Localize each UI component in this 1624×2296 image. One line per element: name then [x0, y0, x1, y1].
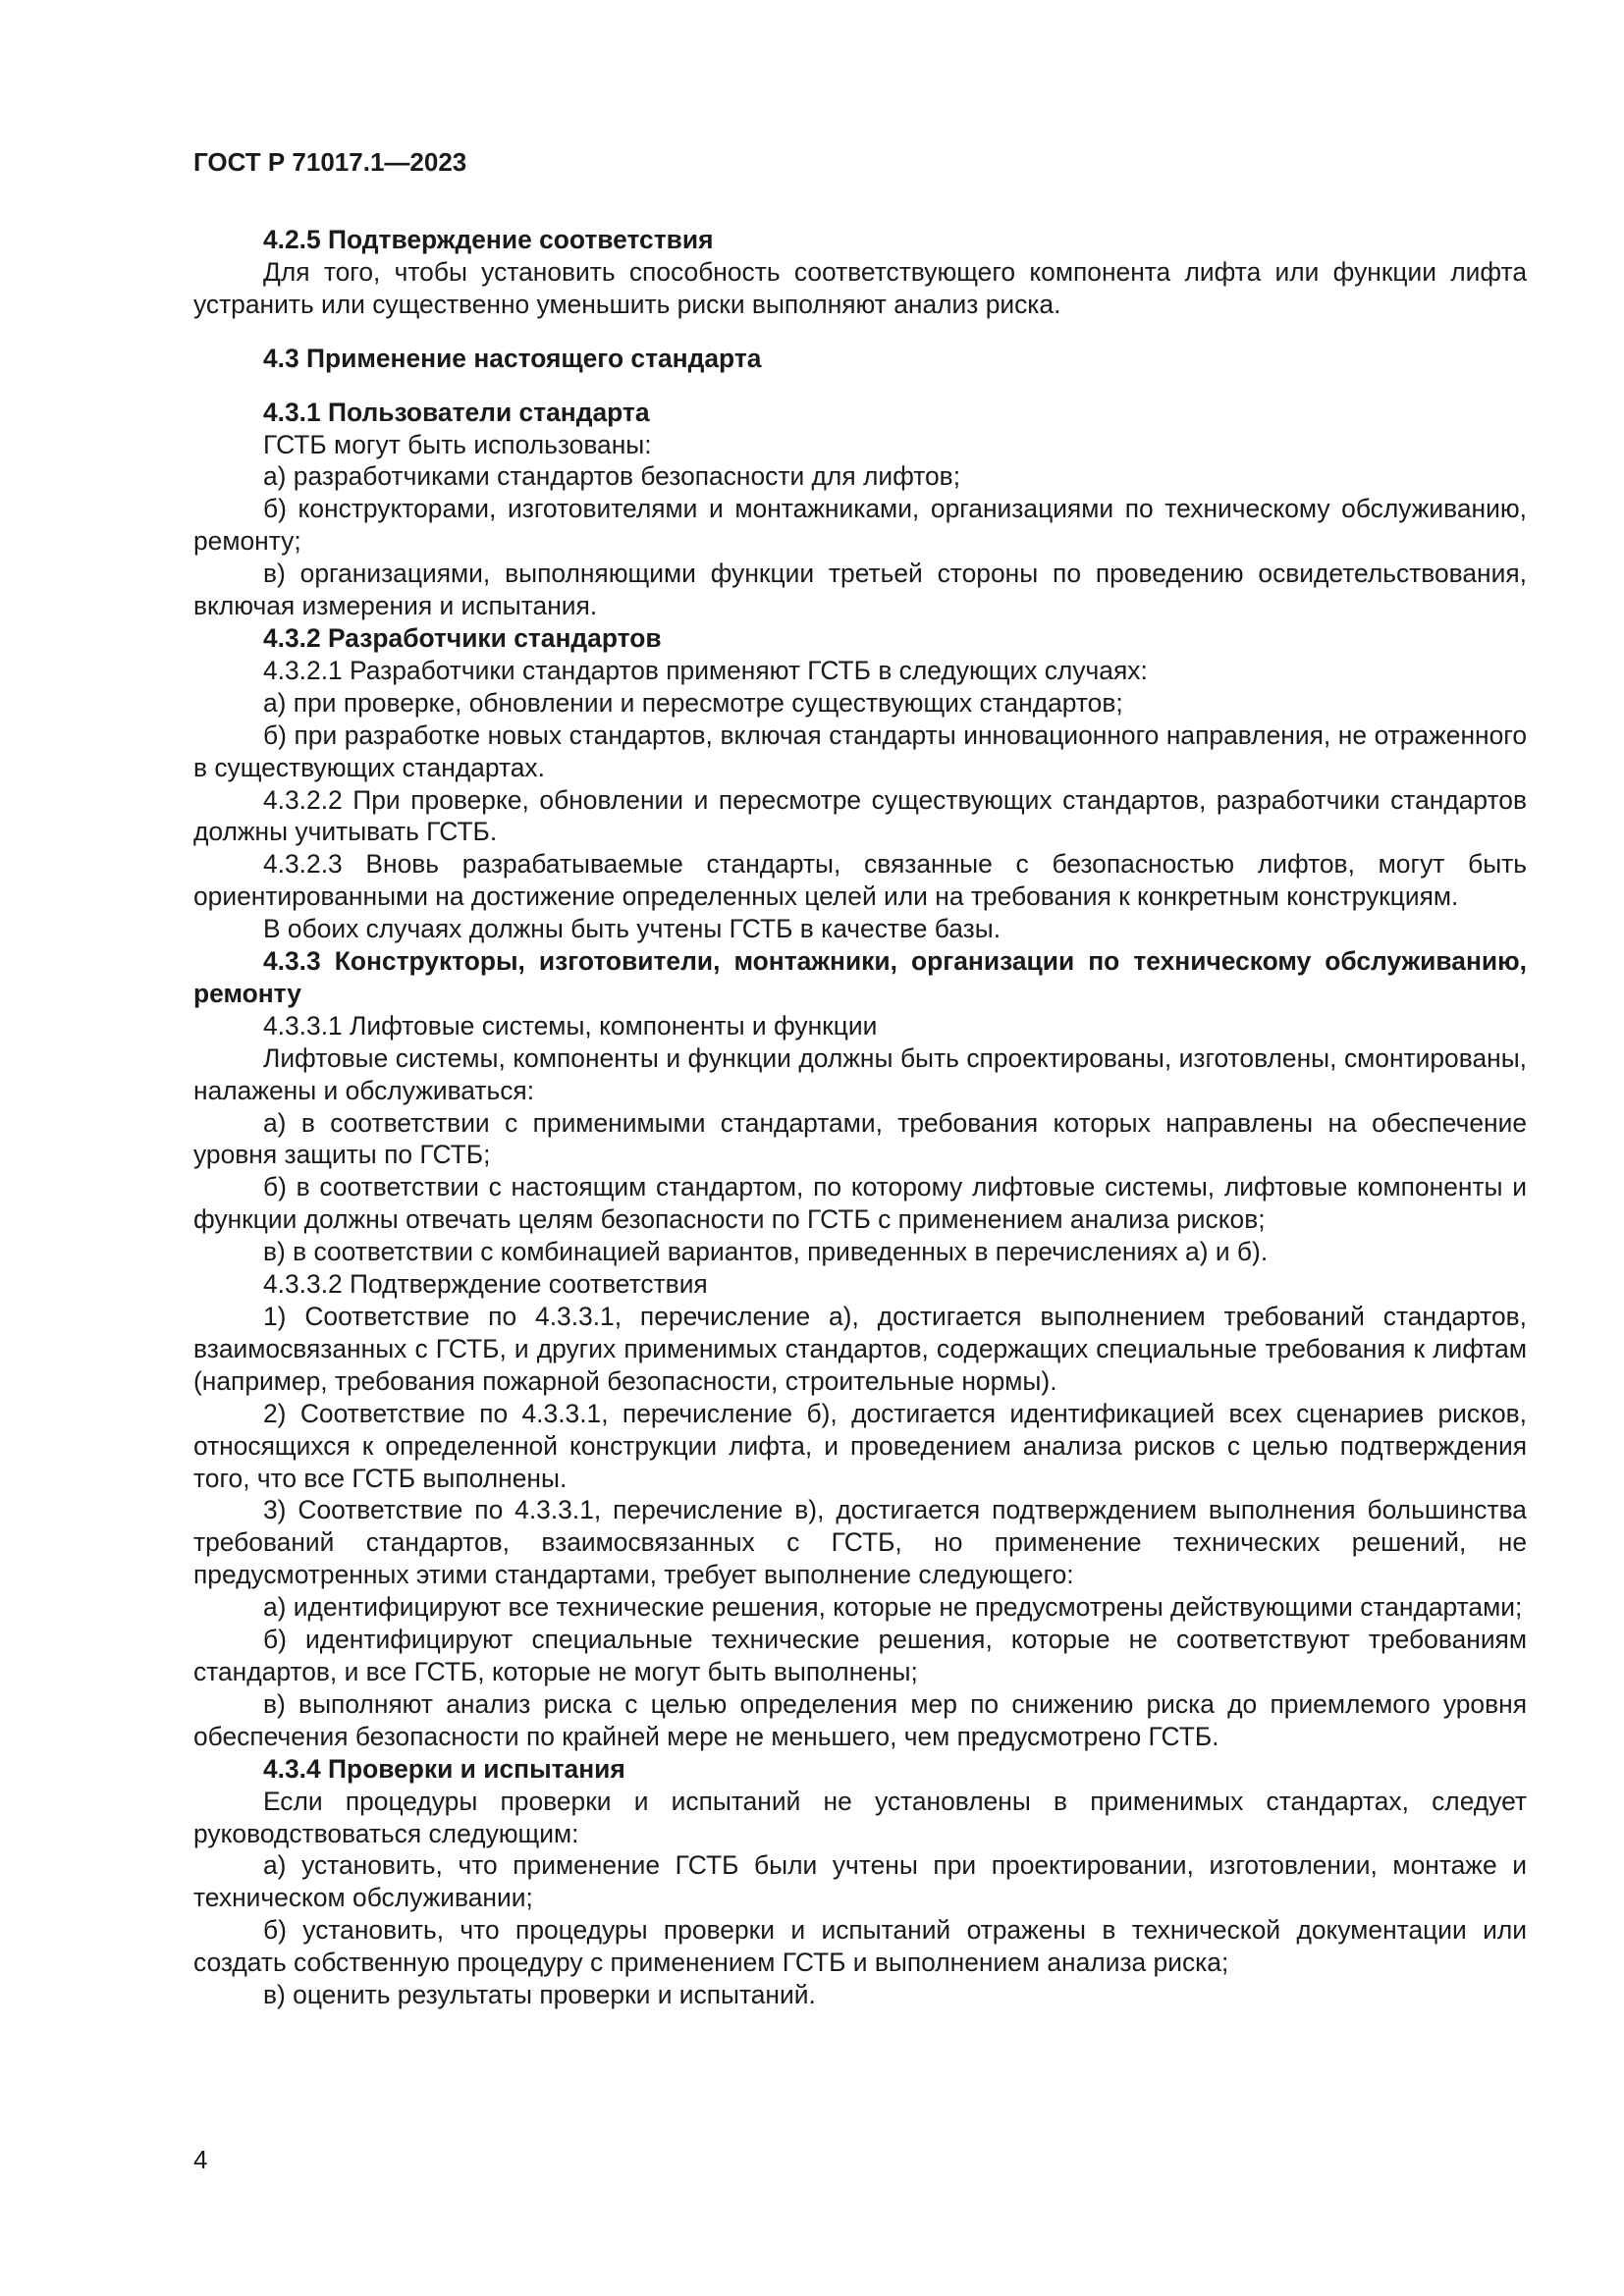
- heading-4-3-3: 4.3.3 Конструкторы, изготовители, монтажники, организации по техническому обслуживанию, ремонту: [193, 946, 1527, 1008]
- heading-4-3-1: 4.3.1 Пользователи стандарта: [263, 397, 650, 427]
- page-number: 4: [193, 2145, 208, 2174]
- list-item: 1) Соответствие по 4.3.3.1, перечисление а), достигается выполнением требований стандартов, взаимосвязанных с ГСТБ, и других применимых стандартов, содержащих специальные требования к лифтам (например, требования пожарной безопасности, строительные нормы).: [193, 1302, 1527, 1396]
- paragraph: Лифтовые системы, компоненты и функции должны быть спроектированы, изготовлены, смонтированы, налажены и обслуживаться:: [193, 1042, 1527, 1105]
- heading-4-3: 4.3 Применение настоящего стандарта: [263, 343, 762, 373]
- list-item: б) в соответствии с настоящим стандартом, по которому лифтовые системы, лифтовые компоненты и функции должны отвечать целям безопасности по ГСТБ с применением анализа рисков;: [193, 1172, 1527, 1235]
- paragraph: 4.3.2.2 При проверке, обновлении и пересмотре существующих стандартов, разработчики стандартов должны учитывать ГСТБ.: [193, 784, 1527, 847]
- heading-4-2-5: 4.2.5 Подтверждение соответствия: [263, 225, 714, 254]
- paragraph: Для того, чтобы установить способность соответствующего компонента лифта или функции лифта устранить или существенно уменьшить риски выполняют анализ риска.: [193, 256, 1527, 319]
- list-item: а) при проверке, обновлении и пересмотре существующих стандартов;: [263, 687, 1123, 718]
- list-item: 2) Соответствие по 4.3.3.1, перечисление б), достигается идентификацией всех сценариев рисков, относящихся к определенной конструкции лифта, и проведением анализа рисков с целью подтверждения того, что все ГСТБ выполнены.: [193, 1398, 1527, 1493]
- list-item: а) идентифицируют все технические решения, которые не предусмотрены действующими стандартами;: [263, 1592, 1523, 1623]
- heading-4-3-4: 4.3.4 Проверки и испытания: [263, 1753, 625, 1784]
- list-item: в) оценить результаты проверки и испытаний.: [263, 1980, 816, 2010]
- paragraph: 4.3.2.3 Вновь разрабатываемые стандарты, связанные с безопасностью лифтов, могут быть ориентированными на достижение определенных целей или на требования к конкретным конструкциям.: [193, 849, 1527, 912]
- paragraph: ГСТБ могут быть использованы:: [263, 429, 652, 459]
- list-item: 3) Соответствие по 4.3.3.1, перечисление в), достигается подтверждением выполнения большинства требований стандартов, взаимосвязанных с ГСТБ, но применение технических решений, не предусмотренных этими стандартами, требует выполнение следующего:: [193, 1495, 1527, 1590]
- list-item: а) в соответствии с применимыми стандартами, требования которых направлены на обеспечение уровня защиты по ГСТБ;: [193, 1107, 1527, 1170]
- paragraph: Если процедуры проверки и испытаний не установлены в применимых стандартах, следует руководствоваться следующим:: [193, 1786, 1527, 1848]
- paragraph: 4.3.3.2 Подтверждение соответствия: [263, 1269, 708, 1300]
- heading-4-3-2: 4.3.2 Разработчики стандартов: [263, 622, 662, 653]
- list-item: б) при разработке новых стандартов, включая стандарты инновационного направления, не отраженного в существующих стандартах.: [193, 720, 1527, 782]
- list-item: а) установить, что применение ГСТБ были учтены при проектировании, изготовлении, монтаже и техническом обслуживании;: [193, 1850, 1527, 1913]
- list-item: в) организациями, выполняющими функции третьей стороны по проведению освидетельствования, включая измерения и испытания.: [193, 559, 1527, 621]
- list-item: в) выполняют анализ риска с целью определения мер по снижению риска до приемлемого уровня обеспечения безопасности по крайней мере не меньшего, чем предусмотрено ГСТБ.: [193, 1688, 1527, 1751]
- document-code-header: ГОСТ Р 71017.1—2023: [193, 147, 467, 177]
- list-item: б) идентифицируют специальные технические решения, которые не соответствуют требованиям стандартов, и все ГСТБ, которые не могут быть выполнены;: [193, 1625, 1527, 1686]
- paragraph: 4.3.2.1 Разработчики стандартов применяют ГСТБ в следующих случаях:: [263, 655, 1148, 685]
- list-item: б) установить, что процедуры проверки и испытаний отражены в технической документации или создать собственную процедуру с применением ГСТБ и выполнением анализа риска;: [193, 1915, 1527, 1978]
- list-item: б) конструкторами, изготовителями и монтажниками, организациями по техническому обслуживанию, ремонту;: [193, 494, 1527, 557]
- paragraph: В обоих случаях должны быть учтены ГСТБ в качестве базы.: [263, 914, 1001, 944]
- list-item: а) разработчиками стандартов безопасности для лифтов;: [263, 461, 961, 492]
- document-body: [193, 224, 1527, 2011]
- paragraph: 4.3.3.1 Лифтовые системы, компоненты и функции: [263, 1010, 878, 1041]
- list-item: в) в соответствии с комбинацией вариантов, приведенных в перечислениях а) и б).: [263, 1237, 1269, 1267]
